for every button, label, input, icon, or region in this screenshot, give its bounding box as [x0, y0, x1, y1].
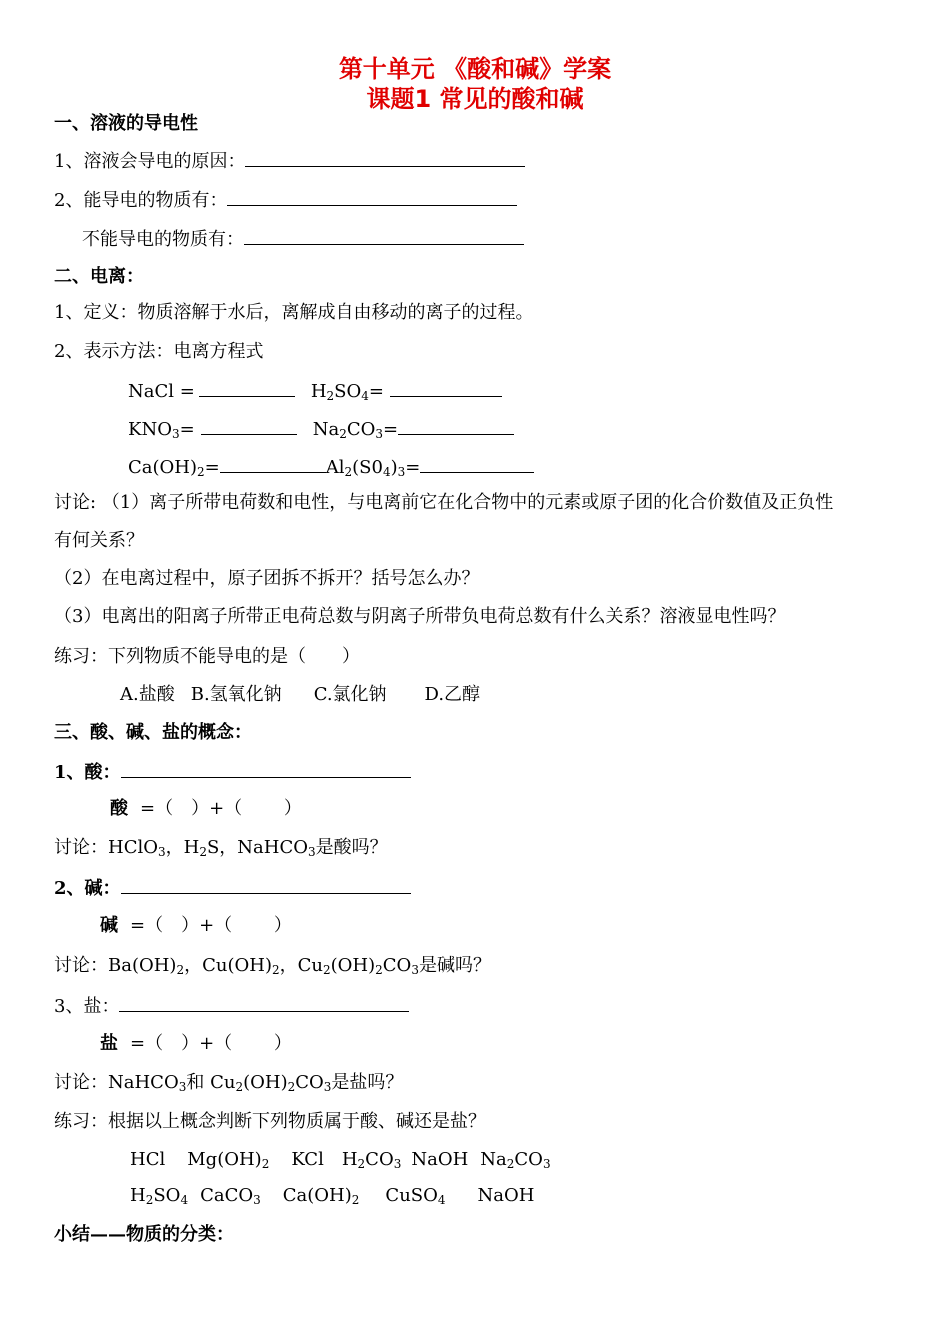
- salt-formula-rest: =（ ）+（ ）: [130, 1033, 292, 1054]
- ionization-method: 2、表示方法：电离方程式: [54, 341, 264, 362]
- salt-formula: [100, 1032, 292, 1056]
- answer-blank-1[interactable]: [245, 148, 525, 167]
- eq-caoh2: $Ca(OH)_2=$: [128, 457, 220, 479]
- answer-blank-2[interactable]: [227, 187, 517, 206]
- acid-formula: [110, 797, 302, 821]
- practice-1-options: [120, 683, 480, 707]
- equation-row-2: [128, 416, 514, 442]
- summary-heading: 小结——物质的分类：: [54, 1224, 234, 1245]
- substance-caoh2: $Ca(OH)_2$: [282, 1185, 360, 1207]
- substance-row-2: [130, 1184, 534, 1208]
- substance-row-1: [130, 1148, 551, 1172]
- option-d[interactable]: D.乙醇: [424, 684, 481, 705]
- salt-definition: [54, 993, 409, 1019]
- substance-naoh-1: NaOH: [411, 1149, 469, 1170]
- base-blank[interactable]: [121, 875, 411, 894]
- substance-caco3: CaCO$_3$: [200, 1185, 261, 1207]
- base-formula-name: 碱: [100, 915, 118, 936]
- question-1: [54, 148, 525, 174]
- salt-label: 3、盐：: [54, 996, 120, 1017]
- option-a[interactable]: A.盐酸: [120, 684, 175, 705]
- acid-formula-rest: =（ ）+（ ）: [140, 798, 302, 819]
- page-title: 第十单元 《酸和碱》学案: [338, 55, 612, 83]
- eq-blank-na2co3[interactable]: [398, 416, 514, 435]
- practice-1: 练习：下列物质不能导电的是（ ）: [54, 646, 360, 667]
- section-2-heading: 二、电离：: [54, 266, 144, 287]
- equation-row-3: [128, 454, 534, 480]
- discussion-2: （2）在电离过程中，原子团拆不拆开？括号怎么办？: [54, 568, 480, 589]
- base-formula-rest: =（ ）+（ ）: [130, 915, 292, 936]
- page-subtitle: 课题1 常见的酸和碱: [366, 85, 584, 113]
- question-2: [54, 187, 517, 213]
- question-3: [82, 226, 524, 252]
- salt-discussion: 讨论：NaHCO$_3$和 $Cu_2(OH)_2CO_3$是盐吗？: [54, 1072, 404, 1094]
- equation-row-1: [128, 378, 502, 404]
- acid-label: 1、酸：: [54, 762, 121, 783]
- eq-blank-kno3[interactable]: [201, 416, 297, 435]
- substance-hcl: HCl: [130, 1149, 166, 1170]
- eq-blank-h2so4[interactable]: [390, 378, 502, 397]
- acid-definition: [54, 759, 411, 785]
- practice-2: 练习：根据以上概念判断下列物质属于酸、碱还是盐？: [54, 1111, 486, 1132]
- substance-h2so4: $H_2SO_4$: [130, 1185, 189, 1207]
- acid-blank[interactable]: [121, 759, 411, 778]
- answer-blank-3[interactable]: [244, 226, 524, 245]
- question-3-text: 不能导电的物质有：: [82, 229, 244, 250]
- substance-naoh-2: NaOH: [477, 1185, 535, 1206]
- base-formula: [100, 914, 292, 938]
- eq-h2so4: $H_2SO_4=$: [310, 381, 384, 403]
- option-b[interactable]: B.氢氧化钠: [190, 684, 282, 705]
- discussion-3: （3）电离出的阳离子所带正电荷总数与阴离子所带负电荷总数有什么关系？溶液显电性吗？: [54, 606, 786, 627]
- discussion-1a: 讨论: （1）离子所带电荷数和电性，与电离前它在化合物中的元素或原子团的化合价数值及正负性: [54, 492, 834, 513]
- eq-blank-caoh2[interactable]: [220, 454, 326, 473]
- discussion-1b: 有何关系？: [54, 530, 144, 551]
- eq-blank-nacl[interactable]: [199, 378, 295, 397]
- substance-kcl: KCl: [291, 1149, 324, 1170]
- section-1-heading: 一、溶液的导电性: [54, 113, 198, 134]
- question-2-text: 2、能导电的物质有：: [54, 190, 228, 211]
- salt-blank[interactable]: [119, 993, 409, 1012]
- salt-formula-name: 盐: [100, 1033, 118, 1054]
- eq-kno3: $KNO_3=$: [128, 419, 195, 441]
- eq-blank-al2so43[interactable]: [420, 454, 534, 473]
- option-c[interactable]: C.氯化钠: [313, 684, 387, 705]
- acid-discussion: 讨论：HClO$_3$，$H_2S$，NaHCO$_3$是酸吗？: [54, 837, 388, 859]
- base-discussion: 讨论：$Ba(OH)_2$，$Cu(OH)_2$，$Cu_2(OH)_2CO_3$是碱吗？: [54, 955, 491, 977]
- base-label: 2、碱：: [54, 878, 121, 899]
- eq-al2so43: $Al_2(S0_4)_3=$: [325, 457, 421, 479]
- substance-mgoh2: $Mg(OH)_2$: [187, 1149, 270, 1171]
- acid-formula-name: 酸: [110, 798, 128, 819]
- substance-cuso4: CuSO$_4$: [385, 1185, 446, 1207]
- base-definition: [54, 875, 411, 901]
- eq-na2co3: $Na_2CO_3=$: [312, 419, 399, 441]
- ionization-definition: 1、定义：物质溶解于水后，离解成自由移动的离子的过程。: [54, 302, 534, 323]
- eq-nacl: NaCl =: [128, 381, 195, 402]
- substance-na2co3: $Na_2CO_3$: [480, 1149, 551, 1171]
- section-3-heading: 三、酸、碱、盐的概念：: [54, 722, 252, 743]
- substance-h2co3: $H_2CO_3$: [341, 1149, 402, 1171]
- question-1-text: 1、溶液会导电的原因：: [54, 151, 246, 172]
